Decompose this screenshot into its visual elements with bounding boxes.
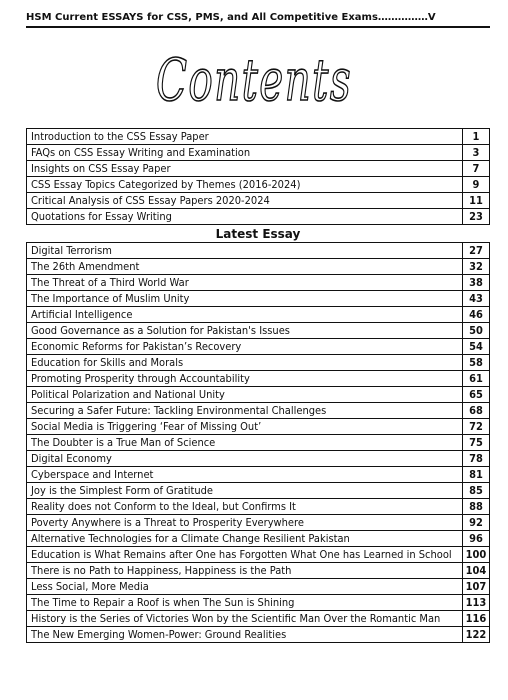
section-title-latest-essay: Latest Essay xyxy=(215,227,301,241)
entry-page-number: 1 xyxy=(463,129,490,145)
entry-page-number: 78 xyxy=(463,451,490,467)
entry-title: Education is What Remains after One has Forgotten What One has Learned in School xyxy=(27,547,463,563)
entry-title: Securing a Safer Future: Tackling Environmental Challenges xyxy=(27,403,463,419)
entry-title: Less Social, More Media xyxy=(27,579,463,595)
contents-row xyxy=(27,291,490,307)
contents-row xyxy=(27,145,490,161)
entry-page-number: 46 xyxy=(463,307,490,323)
entry-page-number: 54 xyxy=(463,339,490,355)
contents-row xyxy=(27,579,490,595)
contents-heading-text: Contents xyxy=(156,46,352,114)
entry-title: The Doubter is a True Man of Science xyxy=(27,435,463,451)
entry-title: The Threat of a Third World War xyxy=(27,275,463,291)
entry-title: Political Polarization and National Unity xyxy=(27,387,463,403)
contents-row xyxy=(27,627,490,643)
entry-page-number: 43 xyxy=(463,291,490,307)
essay-contents-table xyxy=(26,242,490,643)
entry-page-number: 81 xyxy=(463,467,490,483)
contents-row xyxy=(27,515,490,531)
entry-page-number: 116 xyxy=(463,611,490,627)
entry-page-number: 75 xyxy=(463,435,490,451)
contents-row xyxy=(27,209,490,225)
entry-page-number: 7 xyxy=(463,161,490,177)
entry-page-number: 61 xyxy=(463,371,490,387)
contents-row xyxy=(27,243,490,259)
contents-row xyxy=(27,371,490,387)
entry-page-number: 9 xyxy=(463,177,490,193)
entry-title: Good Governance as a Solution for Pakistan's Issues xyxy=(27,323,463,339)
entry-title: Economic Reforms for Pakistan’s Recovery xyxy=(27,339,463,355)
contents-row xyxy=(27,595,490,611)
contents-row xyxy=(27,339,490,355)
contents-row xyxy=(27,563,490,579)
entry-title: Promoting Prosperity through Accountability xyxy=(27,371,463,387)
entry-page-number: 50 xyxy=(463,323,490,339)
entry-page-number: 100 xyxy=(463,547,490,563)
entry-title: Insights on CSS Essay Paper xyxy=(27,161,463,177)
entry-title: Education for Skills and Morals xyxy=(27,355,463,371)
contents-row xyxy=(27,547,490,563)
entry-title: Introduction to the CSS Essay Paper xyxy=(27,129,463,145)
entry-page-number: 68 xyxy=(463,403,490,419)
entry-title: CSS Essay Topics Categorized by Themes (2016-2024) xyxy=(27,177,463,193)
entry-page-number: 72 xyxy=(463,419,490,435)
entry-page-number: 11 xyxy=(463,193,490,209)
contents-row xyxy=(27,387,490,403)
entry-title: Artificial Intelligence xyxy=(27,307,463,323)
entry-title: Digital Terrorism xyxy=(27,243,463,259)
entry-title: Digital Economy xyxy=(27,451,463,467)
contents-heading xyxy=(0,40,508,120)
contents-row xyxy=(27,177,490,193)
contents-row xyxy=(27,435,490,451)
entry-title: The 26th Amendment xyxy=(27,259,463,275)
entry-title: Poverty Anywhere is a Threat to Prosperity Everywhere xyxy=(27,515,463,531)
entry-page-number: 65 xyxy=(463,387,490,403)
contents-row xyxy=(27,467,490,483)
entry-title: Quotations for Essay Writing xyxy=(27,209,463,225)
entry-page-number: 3 xyxy=(463,145,490,161)
entry-title: There is no Path to Happiness, Happiness is the Path xyxy=(27,563,463,579)
contents-row xyxy=(27,451,490,467)
contents-row xyxy=(27,161,490,177)
entry-page-number: 85 xyxy=(463,483,490,499)
entry-title: Social Media is Triggering ‘Fear of Missing Out’ xyxy=(27,419,463,435)
entry-page-number: 107 xyxy=(463,579,490,595)
entry-title: FAQs on CSS Essay Writing and Examination xyxy=(27,145,463,161)
entry-page-number: 27 xyxy=(463,243,490,259)
entry-page-number: 96 xyxy=(463,531,490,547)
entry-title: History is the Series of Victories Won by the Scientific Man Over the Romantic Man xyxy=(27,611,463,627)
entry-page-number: 88 xyxy=(463,499,490,515)
entry-page-number: 38 xyxy=(463,275,490,291)
contents-row xyxy=(27,307,490,323)
running-header: HSM Current ESSAYS for CSS, PMS, and All Competitive Exams……………V xyxy=(26,8,490,28)
entry-page-number: 32 xyxy=(463,259,490,275)
entry-page-number: 23 xyxy=(463,209,490,225)
entry-page-number: 113 xyxy=(463,595,490,611)
entry-title: Joy is the Simplest Form of Gratitude xyxy=(27,483,463,499)
entry-page-number: 104 xyxy=(463,563,490,579)
entry-page-number: 92 xyxy=(463,515,490,531)
contents-row xyxy=(27,193,490,209)
contents-row xyxy=(27,323,490,339)
entry-title: Critical Analysis of CSS Essay Papers 2020-2024 xyxy=(27,193,463,209)
contents-row xyxy=(27,355,490,371)
entry-page-number: 122 xyxy=(463,627,490,643)
entry-title: The Time to Repair a Roof is when The Sun is Shining xyxy=(27,595,463,611)
entry-title: The Importance of Muslim Unity xyxy=(27,291,463,307)
contents-row xyxy=(27,611,490,627)
entry-title: Alternative Technologies for a Climate Change Resilient Pakistan xyxy=(27,531,463,547)
entry-title: Reality does not Conform to the Ideal, but Confirms It xyxy=(27,499,463,515)
contents-row xyxy=(27,483,490,499)
contents-row xyxy=(27,403,490,419)
contents-row xyxy=(27,499,490,515)
entry-page-number: 58 xyxy=(463,355,490,371)
intro-contents-table xyxy=(26,128,490,225)
contents-row xyxy=(27,275,490,291)
contents-row xyxy=(27,129,490,145)
entry-title: The New Emerging Women-Power: Ground Realities xyxy=(27,627,463,643)
contents-row xyxy=(27,419,490,435)
contents-row xyxy=(27,259,490,275)
contents-row xyxy=(27,531,490,547)
entry-title: Cyberspace and Internet xyxy=(27,467,463,483)
